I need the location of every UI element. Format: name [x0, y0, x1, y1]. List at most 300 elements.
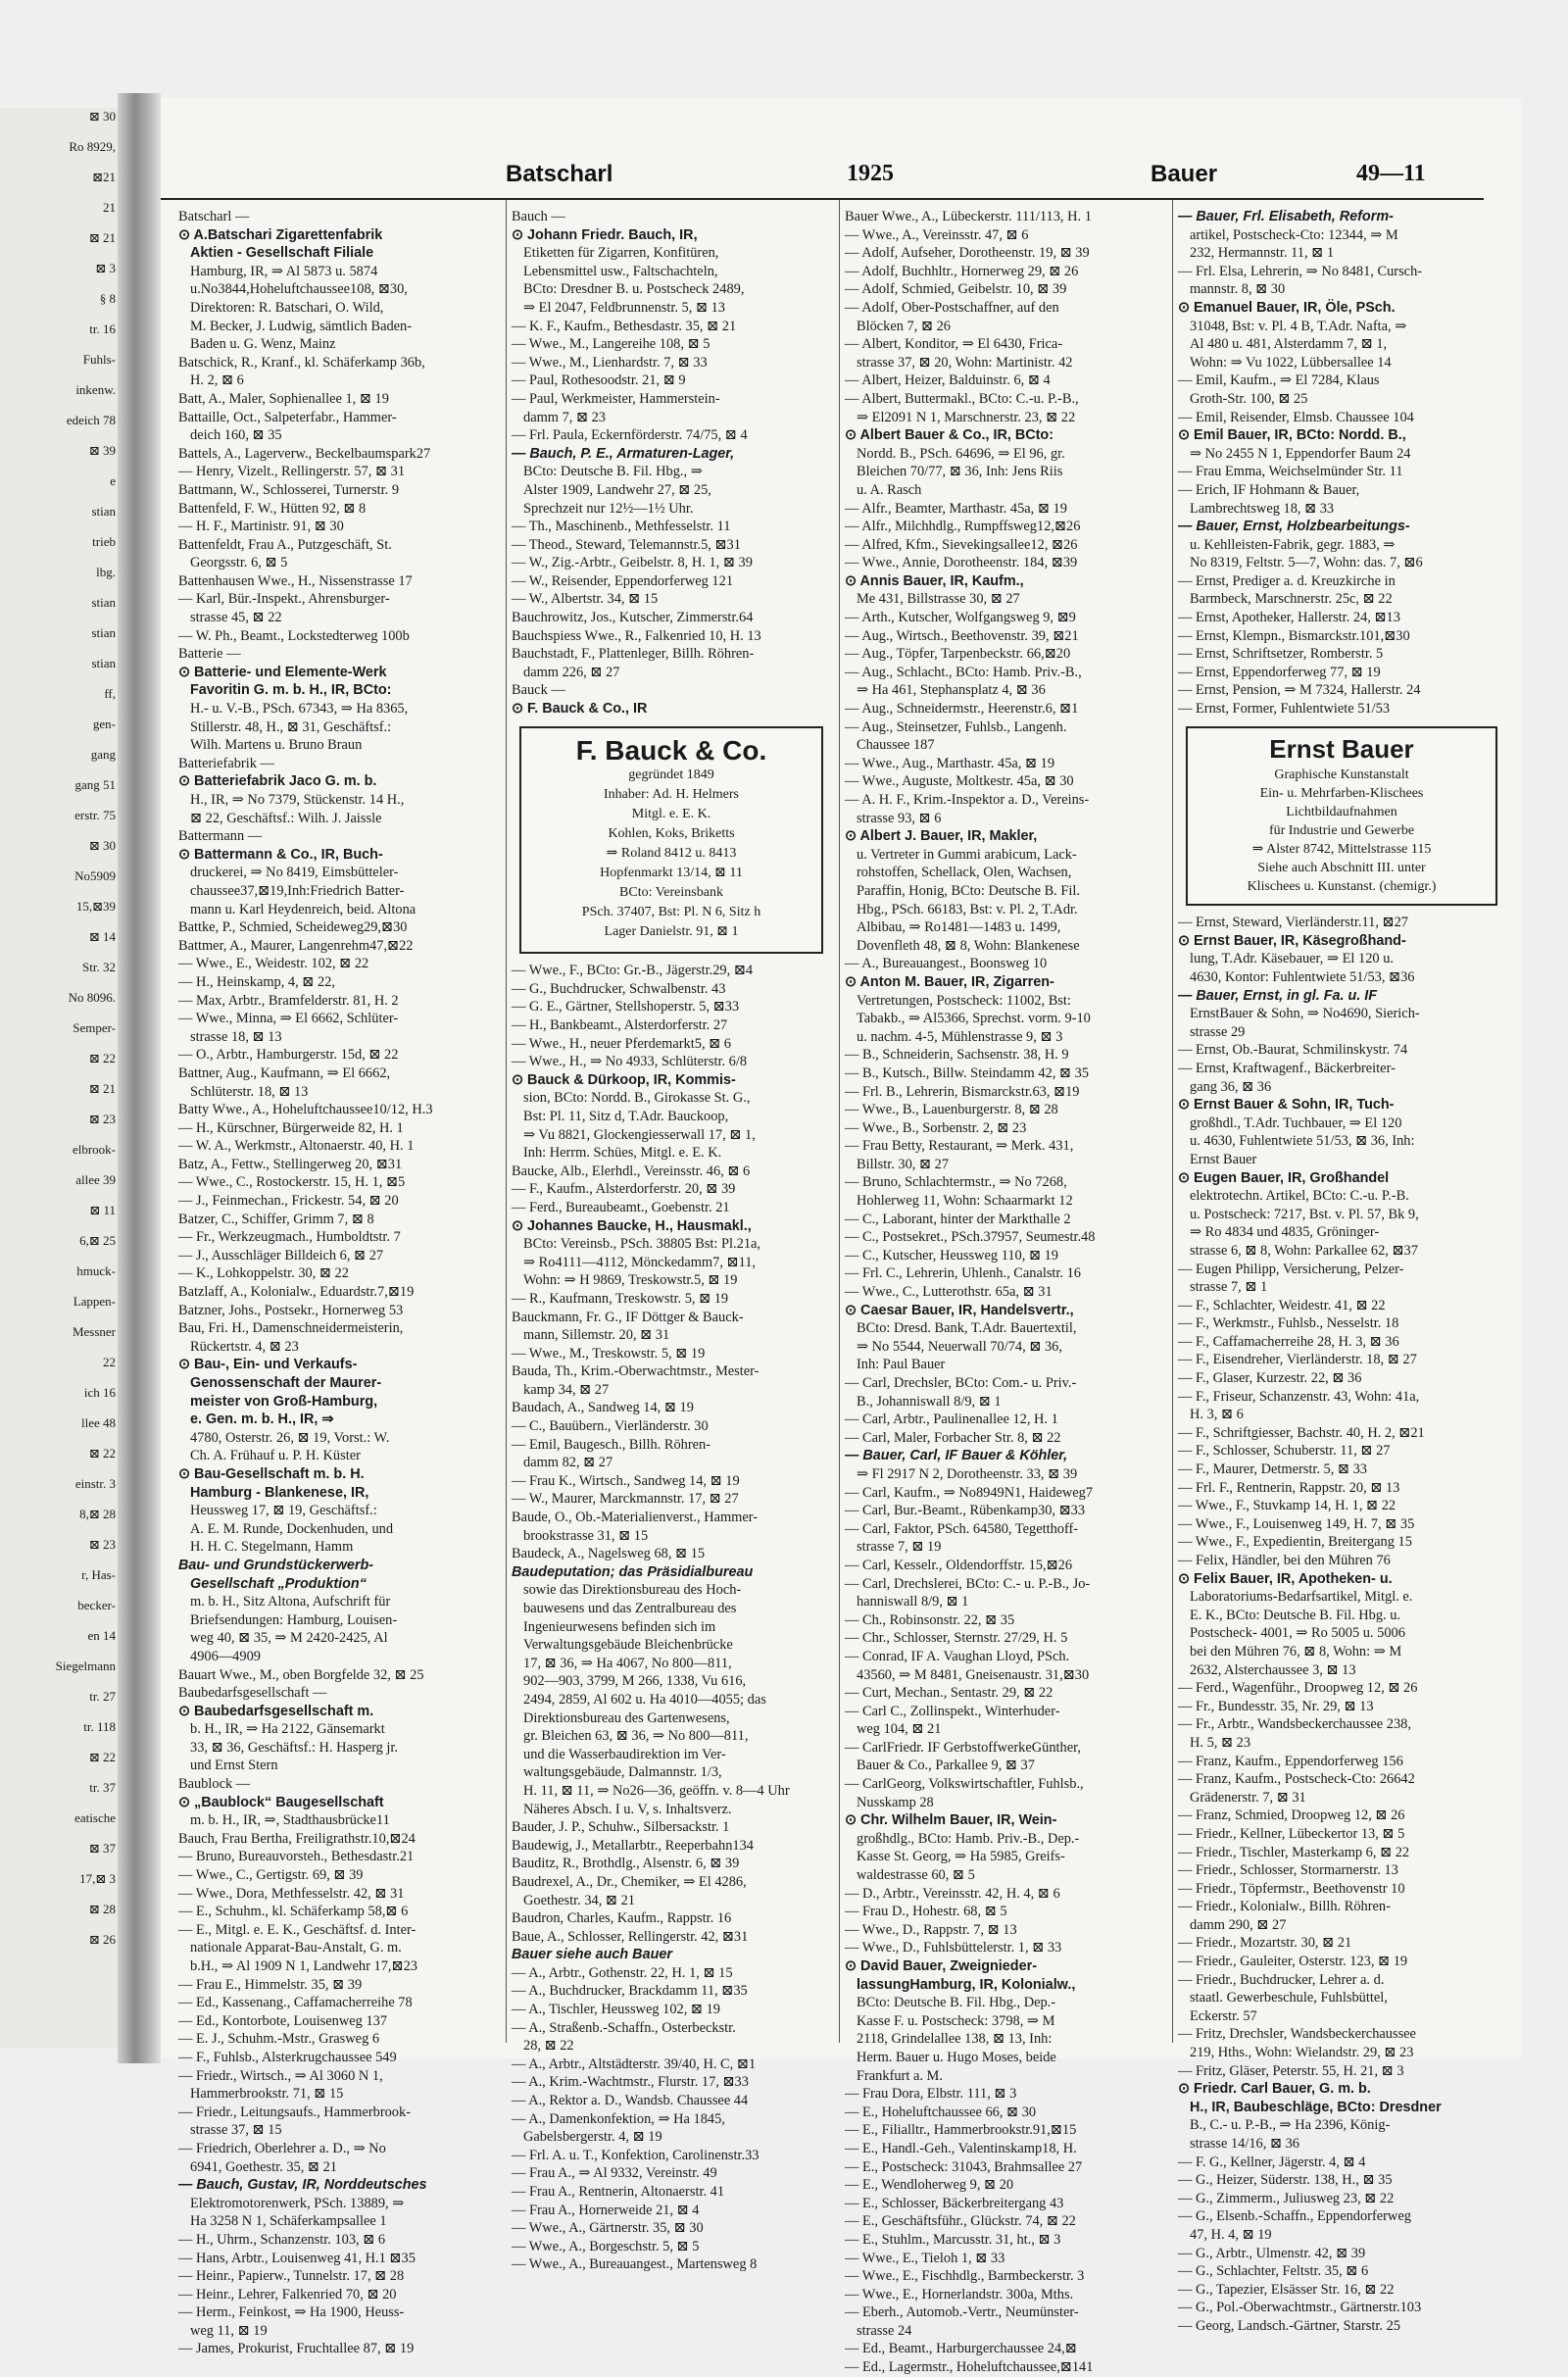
directory-entry: — Wwe., A., Borgeschstr. 5, ⊠ 5 [512, 2238, 700, 2254]
directory-entry: — Carl, Drechslerei, BCto: C.- u. P.-B., Jo- [845, 1575, 1091, 1592]
margin-fragment: erstr. 75 [74, 808, 116, 822]
directory-entry: Albibau, ⇒ Ro1481—1483 u. 1499, [857, 919, 1061, 936]
directory-entry: — G., Schlachter, Feltstr. 35, ⊠ 6 [1178, 2263, 1369, 2280]
margin-fragment: lbg. [96, 565, 116, 579]
directory-entry: — Fritz, Gläser, Peterstr. 55, H. 21, ⊠ 3 [1178, 2062, 1404, 2079]
directory-entry: bei den Mühren 76, ⊠ 8, Wohn: ⇒ M [1190, 1643, 1402, 1659]
directory-entry: — A., Rektor a. D., Wandsb. Chaussee 44 [512, 2093, 749, 2109]
directory-entry: Inhaber: Ad. H. Helmers [603, 787, 740, 803]
directory-entry: — J., Feinmechan., Frickestr. 54, ⊠ 20 [178, 1193, 399, 1210]
margin-fragment: ⊠ 30 [88, 838, 116, 853]
directory-entry: großhdlg., BCto: Hamb. Priv.-B., Dep.- [857, 1830, 1080, 1847]
directory-entry: Bauder, J. P., Schuhw., Silbersackstr. 1 [512, 1819, 730, 1836]
directory-entry: — B., Schneiderin, Sachsenstr. 38, H. 9 [845, 1047, 1069, 1064]
directory-entry: — Eugen Philipp, Versicherung, Pelzer- [1178, 1261, 1404, 1277]
directory-entry: — B., Kutsch., Billw. Steindamm 42, ⊠ 35 [845, 1065, 1089, 1081]
directory-entry: — Aug., Steinsetzer, Fuhlsb., Langenh. [845, 718, 1067, 735]
directory-entry: Batterie — [178, 646, 241, 663]
directory-entry: Bauchstadt, F., Plattenleger, Billh. Röhren- [512, 646, 755, 663]
directory-entry: — CarlFriedr. IF GerbstoffwerkeGünther, [845, 1739, 1081, 1756]
margin-fragment: ⊠ 22 [88, 1750, 116, 1764]
page-header [161, 161, 1521, 196]
directory-entry: — Wwe., F., Stuvkamp 14, H. 1, ⊠ 22 [1178, 1498, 1396, 1514]
margin-fragment: en 14 [87, 1628, 116, 1643]
directory-entry: Näheres Absch. I u. V, s. Inhaltsverz. [523, 1801, 732, 1817]
margin-fragment: No5909 [74, 868, 116, 883]
directory-entry: — Th., Maschinenb., Methfesselstr. 11 [512, 519, 731, 535]
directory-entry: — H. F., Martinistr. 91, ⊠ 30 [178, 519, 344, 535]
directory-entry: — G., Pol.-Oberwachtmstr., Gärtnerstr.103 [1178, 2300, 1422, 2316]
directory-entry: — Carl, Kesselr., Oldendorffstr. 15,⊠26 [845, 1557, 1073, 1573]
margin-fragment: ⊠ 11 [89, 1203, 116, 1217]
directory-entry: Bau, Fri. H., Damenschneidermeisterin, [178, 1320, 404, 1337]
directory-entry: — Adolf, Buchhltr., Hornerweg 29, ⊠ 26 [845, 263, 1079, 279]
ad-title: F. Bauck & Co. [575, 734, 767, 766]
directory-entry: Nordd. B., PSch. 64696, ⇒ El 96, gr. [857, 445, 1065, 462]
directory-entry: — Friedr., Schlosser, Stormarnerstr. 13 [1178, 1862, 1398, 1879]
directory-entry: BCto: Deutsche B. Fil. Hbg., Dep.- [857, 1995, 1056, 2011]
directory-entry: — Friedr., Kellner, Lübeckertor 13, ⊠ 5 [1178, 1825, 1405, 1842]
directory-entry: — F., Eisendreher, Vierländerstr. 18, ⊠ 27 [1178, 1352, 1417, 1368]
directory-entry: — W., Zig.-Arbtr., Geibelstr. 8, H. 1, ⊠ 39 [512, 555, 753, 571]
directory-entry: H. H. C. Stegelmann, Hamm [190, 1539, 354, 1556]
directory-entry: Ernst Bauer [1190, 1151, 1257, 1167]
directory-entry: — Ernst, Klempn., Bismarckstr.101,⊠30 [1178, 627, 1410, 644]
directory-entry: damm 82, ⊠ 27 [523, 1455, 613, 1471]
directory-entry: ⊙ Annis Bauer, IR, Kaufm., [845, 572, 1024, 589]
directory-entry: ⊙ Batterie- und Elemente-Werk [178, 664, 387, 680]
directory-entry: Dovenfleth 48, ⊠ 8, Wohn: Blankenese [857, 937, 1080, 954]
directory-entry: Bauer & Co., Parkallee 9, ⊠ 37 [857, 1758, 1035, 1774]
directory-entry: Gabelsbergerstr. 4, ⊠ 19 [523, 2129, 662, 2146]
directory-entry: — A., Damenkonfektion, ⇒ Ha 1845, [512, 2110, 725, 2127]
directory-entry: — K., Lohkoppelstr. 30, ⊠ 22 [178, 1265, 349, 1282]
directory-entry: Bauart Wwe., M., oben Borgfelde 32, ⊠ 25 [178, 1666, 424, 1683]
directory-entry: Al 480 u. 481, Alsterdamm 7, ⊠ 1, [1190, 336, 1388, 353]
directory-entry: — Wwe., E., Weidestr. 102, ⊠ 22 [178, 956, 369, 972]
directory-entry: mann, Sillemstr. 20, ⊠ 31 [523, 1327, 670, 1344]
directory-entry: — Frl. Paula, Eckernförderstr. 74/75, ⊠ 4 [512, 427, 748, 444]
directory-entry: — Ernst, Apotheker, Hallerstr. 24, ⊠13 [1178, 610, 1400, 626]
directory-entry: Etiketten für Zigarren, Konfitüren, [523, 245, 719, 262]
directory-entry: — K. F., Kaufm., Bethesdastr. 35, ⊠ 21 [512, 318, 737, 334]
directory-entry: Heussweg 17, ⊠ 19, Geschäftsf.: [190, 1503, 377, 1519]
directory-entry: Billstr. 30, ⊠ 27 [857, 1156, 950, 1172]
column-divider [1172, 200, 1173, 2043]
directory-entry: ⇒ Alster 8742, Mittelstrasse 115 [1251, 842, 1432, 858]
directory-entry: Battke, P., Schmied, Scheideweg29,⊠30 [178, 919, 408, 936]
directory-entry: ⇒ El2091 N 1, Marschnerstr. 23, ⊠ 22 [857, 409, 1076, 425]
directory-entry: — A., Bureauangest., Boonsweg 10 [845, 956, 1048, 972]
directory-entry: — Friedr., Töpfermstr., Beethovenstr 10 [1178, 1880, 1405, 1897]
directory-entry: — Carl C., Zollinspekt., Winterhuder- [845, 1703, 1060, 1719]
directory-entry: staatl. Gewerbeschule, Fuhlsbüttel, [1190, 1990, 1388, 2006]
directory-entry: — Paul, Werkmeister, Hammerstein- [512, 390, 720, 407]
directory-entry: — Heinr., Lehrer, Falkenried 70, ⊠ 20 [178, 2286, 397, 2303]
directory-entry: ⇒ Roland 8412 u. 8413 [606, 846, 737, 862]
margin-fragment: 8,⊠ 28 [79, 1507, 116, 1521]
directory-entry: — H., Kürschner, Bürgerweide 82, H. 1 [178, 1119, 404, 1136]
margin-fragment: becker- [77, 1598, 116, 1612]
directory-entry: ⊙ Johann Friedr. Bauch, IR, [512, 226, 698, 243]
directory-entry: — Eberh., Automob.-Vertr., Neumünster- [845, 2304, 1079, 2321]
directory-entry: rohstoffen, Schellack, Olen, Wachsen, [857, 865, 1072, 881]
directory-entry: mann u. Karl Heydenreich, beid. Altona [190, 901, 416, 917]
directory-entry: weg 104, ⊠ 21 [857, 1721, 942, 1738]
directory-entry: — Aug., Schlacht., BCto: Hamb. Priv.-B., [845, 664, 1082, 680]
margin-fragment: Lappen- [73, 1294, 116, 1309]
directory-entry: — Bauer, Ernst, Holzbearbeitungs- [1178, 519, 1410, 535]
directory-entry: — Frl. A. u. T., Konfektion, Carolinenstr.33 [512, 2147, 760, 2163]
directory-entry: 4906—4909 [190, 1648, 261, 1664]
margin-fragment: 6,⊠ 25 [79, 1233, 116, 1248]
directory-entry: — Max, Arbtr., Bramfelderstr. 81, H. 2 [178, 992, 399, 1009]
directory-entry: b. H., IR, ⇒ Ha 2122, Gänsemarkt [190, 1721, 385, 1738]
header-rule [161, 198, 1484, 200]
directory-entry: — F., Schlosser, Schuberstr. 11, ⊠ 27 [1178, 1443, 1391, 1460]
directory-entry: ⊙ Baubedarfsgesellschaft m. [178, 1703, 374, 1719]
directory-entry: Inh: Herrm. Schües, Mitgl. e. E. K. [523, 1145, 722, 1162]
directory-entry: — W. A., Werkmstr., Altonaerstr. 40, H. 1 [178, 1138, 415, 1155]
directory-entry: — Curt, Mechan., Sentastr. 29, ⊠ 22 [845, 1685, 1054, 1702]
directory-entry: Barmbeck, Marschnerstr. 25c, ⊠ 22 [1190, 591, 1393, 608]
directory-entry: strasse 24 [857, 2322, 912, 2339]
directory-entry: Kasse St. Georg, ⇒ Ha 5985, Greifs- [857, 1849, 1065, 1865]
directory-entry: Tabakb., ⇒ Al5366, Sprechst. vorm. 9-10 [857, 1011, 1091, 1027]
directory-entry: ⊙ Bau-Gesellschaft m. b. H. [178, 1465, 365, 1482]
directory-entry: ⊙ A.Batschari Zigarettenfabrik [178, 226, 383, 243]
directory-entry: Chaussee 187 [857, 737, 935, 754]
directory-entry: — Frau A., Rentnerin, Altonaerstr. 41 [512, 2184, 725, 2200]
directory-entry: ⊙ Johannes Baucke, H., Hausmakl., [512, 1217, 752, 1234]
directory-entry: — Bauer, Carl, IF Bauer & Köhler, [845, 1448, 1068, 1464]
directory-entry: — C., Laborant, hinter der Markthalle 2 [845, 1211, 1071, 1227]
directory-entry: B., C.- u. P.-B., ⇒ Ha 2396, König- [1190, 2117, 1391, 2134]
directory-entry: lung, T.Adr. Käsebauer, ⇒ El 120 u. [1190, 951, 1394, 967]
directory-entry: — R., Kaufmann, Treskowstr. 5, ⊠ 19 [512, 1290, 729, 1307]
directory-entry: H. 11, ⊠ 11, ⇒ No26—36, geöffn. v. 8—4 Uhr [523, 1782, 790, 1799]
directory-entry: — F., Schlachter, Weidestr. 41, ⊠ 22 [1178, 1297, 1386, 1313]
directory-entry: Goethestr. 34, ⊠ 21 [523, 1892, 635, 1908]
directory-entry: Sprechzeit nur 12½—1½ Uhr. [523, 500, 694, 517]
directory-entry: — Bruno, Bureauvorsteh., Bethesdastr.21 [178, 1849, 415, 1865]
directory-entry: m. b. H., Sitz Altona, Aufschrift für [190, 1594, 391, 1610]
directory-entry: — Ernst, Schriftsetzer, Romberstr. 5 [1178, 646, 1384, 663]
directory-entry: Favoritin G. m. b. H., IR, BCto: [190, 682, 392, 699]
directory-entry: u.No3844,Hoheluftchaussee108, ⊠30, [190, 281, 408, 298]
directory-entry: — Frl. B., Lehrerin, Bismarckstr.63, ⊠19 [845, 1083, 1080, 1100]
directory-entry: — Alfr., Milchhdlg., Rumpffsweg12,⊠26 [845, 519, 1081, 535]
directory-entry: — F., Schriftgiesser, Bachstr. 40, H. 2, ⊠21 [1178, 1424, 1425, 1441]
directory-entry: ⊙ Albert J. Bauer, IR, Makler, [845, 828, 1038, 845]
directory-entry: — Wwe., D., Rappstr. 7, ⊠ 13 [845, 1921, 1017, 1938]
directory-entry: — Wwe., B., Sorbenstr. 2, ⊠ 23 [845, 1119, 1027, 1136]
directory-entry: ⊠ 22, Geschäftsf.: Wilh. J. Jaissle [190, 810, 382, 826]
directory-entry: Herm. Bauer u. Hugo Moses, beide [857, 2049, 1056, 2065]
directory-entry: — Wwe., A., Bureauangest., Martensweg 8 [512, 2256, 758, 2273]
directory-entry: — O., Arbtr., Hamburgerstr. 15d, ⊠ 22 [178, 1047, 399, 1064]
directory-entry: strasse 29 [1190, 1023, 1246, 1040]
directory-entry: nationale Apparat-Bau-Anstalt, G. m. [190, 1940, 402, 1956]
directory-entry: — F., Friseur, Schanzenstr. 43, Wohn: 41a, [1178, 1388, 1420, 1405]
directory-entry: Baden u. G. Wenz, Mainz [190, 336, 336, 353]
directory-entry: — Frau A., ⇒ Al 9332, Vereinstr. 49 [512, 2165, 717, 2182]
advertisement-bauck [519, 726, 823, 955]
directory-entry: Battenhausen Wwe., H., Nissenstrasse 17 [178, 572, 413, 589]
directory-entry: Lebensmittel usw., Faltschachteln, [523, 263, 718, 279]
margin-fragment: stian [91, 625, 116, 640]
directory-entry: — W., Reisender, Eppendorferweg 121 [512, 572, 734, 589]
directory-entry: Bauck — [512, 682, 565, 699]
directory-entry: — Emil, Reisender, Elmsb. Chaussee 104 [1178, 409, 1414, 425]
directory-entry: mannstr. 8, ⊠ 30 [1190, 281, 1286, 298]
directory-entry: — E., Filialltr., Hammerbrookstr.91,⊠15 [845, 2122, 1077, 2139]
directory-entry: — Felix, Händler, bei den Mühren 76 [1178, 1553, 1391, 1568]
directory-entry: Hopfenmarkt 13/14, ⊠ 11 [600, 866, 743, 881]
directory-entry: — J., Ausschläger Billdeich 6, ⊠ 27 [178, 1247, 384, 1263]
directory-entry: elektrotechn. Artikel, BCto: C.-u. P.-B. [1190, 1188, 1409, 1205]
margin-fragment: No 8096. [68, 990, 116, 1005]
directory-entry: BCto: Vereinsb., PSch. 38805 Bst: Pl.21a, [523, 1236, 760, 1253]
directory-entry: — C., Bauübern., Vierländerstr. 30 [512, 1418, 709, 1435]
margin-fragment: ⊠ 22 [88, 1051, 116, 1065]
directory-entry: Bauchrowitz, Jos., Kutscher, Zimmerstr.64 [512, 610, 754, 626]
directory-entry: — A., Tischler, Heussweg 102, ⊠ 19 [512, 2002, 720, 2018]
directory-entry: — F., Fuhlsb., Alsterkrugchaussee 549 [178, 2049, 397, 2065]
directory-entry: — Carl, Kaufm., ⇒ No8949N1, Haideweg7 [845, 1484, 1094, 1501]
directory-entry: — Friedr., Tischler, Masterkamp 6, ⊠ 22 [1178, 1844, 1410, 1860]
directory-entry: Ha 3258 N 1, Schäferkampsallee 1 [190, 2213, 387, 2230]
directory-entry: — A., Arbtr., Altstädterstr. 39/40, H. C, ⊠1 [512, 2055, 757, 2072]
directory-entry: — G., Arbtr., Ulmenstr. 42, ⊠ 39 [1178, 2245, 1366, 2261]
directory-entry: — Adolf, Aufseher, Dorotheenstr. 19, ⊠ 39 [845, 245, 1090, 262]
previous-page-margin [0, 108, 118, 2049]
directory-entry: ⇒ Fl 2917 N 2, Dorotheenstr. 33, ⊠ 39 [857, 1465, 1078, 1482]
margin-fragment: gen- [92, 717, 116, 731]
directory-entry: — D., Arbtr., Vereinsstr. 42, H. 4, ⊠ 6 [845, 1885, 1060, 1902]
directory-entry: — C., Kutscher, Heussweg 110, ⊠ 19 [845, 1247, 1058, 1263]
directory-entry: — G., Zimmerm., Juliusweg 23, ⊠ 22 [1178, 2190, 1395, 2206]
margin-fragment: ⊠ 21 [88, 1081, 116, 1096]
directory-entry: BCto: Deutsche B. Fil. Hbg., ⇒ [523, 464, 703, 480]
directory-entry: — E., Schuhm., kl. Schäferkamp 58,⊠ 6 [178, 1904, 409, 1920]
margin-fragment: gang [90, 747, 116, 762]
directory-entry: Verwaltungsgebäude Bleichenbrücke [523, 1637, 733, 1654]
directory-entry: Me 431, Billstrasse 30, ⊠ 27 [857, 591, 1020, 608]
margin-fragment: 17,⊠ 3 [79, 1871, 116, 1886]
directory-entry: Baudach, A., Sandweg 14, ⊠ 19 [512, 1400, 694, 1416]
directory-entry: e. Gen. m. b. H., IR, ⇒ [190, 1411, 334, 1428]
directory-entry: 232, Hermannstr. 11, ⊠ 1 [1190, 245, 1335, 262]
directory-entry: ⊙ „Baublock“ Baugesellschaft [178, 1794, 384, 1810]
directory-entry: — Albert, Buttermakl., BCto: C.-u. P.-B., [845, 390, 1079, 407]
margin-fragment: stian [91, 504, 116, 519]
directory-entry: — Ed., Lagermstr., Hoheluftchaussee,⊠141 [845, 2359, 1094, 2376]
directory-entry: Ein- u. Mehrfarben-Klischees [1259, 786, 1424, 802]
directory-entry: 6941, Goethestr. 35, ⊠ 21 [190, 2158, 337, 2175]
directory-entry: ⊙ Emanuel Bauer, IR, Öle, PSch. [1178, 299, 1396, 316]
directory-entry: — W., Albertstr. 34, ⊠ 15 [512, 591, 659, 608]
directory-entry: 47, H. 4, ⊠ 19 [1190, 2226, 1272, 2243]
directory-entry: BCto: Dresd. Bank, T.Adr. Bauertextil, [857, 1320, 1077, 1337]
directory-entry: bauwesens und das Zentralbureau des [523, 1601, 737, 1616]
directory-entry: ⇒ Ha 461, Stephansplatz 4, ⊠ 36 [857, 682, 1046, 699]
directory-entry: — Frl. C., Lehrerin, Uhlenh., Canalstr. 16 [845, 1265, 1082, 1282]
directory-entry: — Conrad, IF A. Vaughan Lloyd, PSch. [845, 1648, 1070, 1664]
margin-fragment: stian [91, 656, 116, 670]
directory-entry: 2118, Grindelallee 138, ⊠ 13, Inh: [857, 2031, 1053, 2048]
directory-entry: Lambrechtsweg 18, ⊠ 33 [1190, 500, 1335, 517]
directory-entry: Blöcken 7, ⊠ 26 [857, 318, 951, 334]
directory-entry: — Friedr., Mozartstr. 30, ⊠ 21 [1178, 1935, 1352, 1952]
directory-entry: — James, Prokurist, Fruchtallee 87, ⊠ 19 [178, 2341, 415, 2357]
directory-entry: Inh: Paul Bauer [857, 1357, 946, 1373]
directory-entry: Wohn: ⇒ H 9869, Treskowstr.5, ⊠ 19 [523, 1272, 738, 1289]
directory-entry: — Friedr., Leitungsaufs., Hammerbrook- [178, 2104, 411, 2120]
directory-entry: — G. E., Gärtner, Stellshoperstr. 5, ⊠33 [512, 999, 740, 1015]
directory-entry: 4780, Osterstr. 26, ⊠ 19, Vorst.: W. [190, 1429, 390, 1446]
directory-entry: No 8319, Feltstr. 5—7, Wohn: das. 7, ⊠6 [1190, 555, 1423, 571]
margin-fragment: inkenw. [75, 382, 116, 397]
directory-entry: — Friedr., Wirtsch., ⇒ Al 3060 N 1, [178, 2067, 383, 2084]
directory-entry: Baudeputation; das Präsidialbureau [512, 1563, 754, 1580]
directory-entry: ⊙ Bauck & Dürkoop, IR, Kommis- [512, 1071, 736, 1088]
directory-entry: Paraffin, Honig, BCto: Deutsche B. Fil. [857, 882, 1080, 899]
directory-entry: — Bauer, Ernst, in gl. Fa. u. IF [1178, 987, 1378, 1004]
margin-fragment: ⊠ 23 [88, 1112, 116, 1126]
directory-entry: — Wwe., Aug., Marthastr. 45a, ⊠ 19 [845, 755, 1055, 771]
directory-entry: — Erich, IF Hohmann & Bauer, [1178, 481, 1360, 498]
directory-entry: — F., Caffamacherreihe 28, H. 3, ⊠ 36 [1178, 1333, 1399, 1350]
directory-entry: — Wwe., F., BCto: Gr.-B., Jägerstr.29, ⊠4 [512, 963, 754, 979]
directory-entry: — Wwe., E., Fischhdlg., Barmbeckerstr. 3 [845, 2268, 1085, 2285]
ad-title: Ernst Bauer [1269, 733, 1414, 764]
directory-entry: Alster 1909, Landwehr 27, ⊠ 25, [523, 481, 711, 498]
directory-entry: 43560, ⇒ M 8481, Gneisenaustr. 31,⊠30 [857, 1666, 1090, 1683]
directory-entry: Kohlen, Koks, Briketts [608, 826, 735, 842]
directory-entry: — Wwe., F., Louisenweg 149, H. 7, ⊠ 35 [1178, 1515, 1415, 1532]
directory-entry: Battaille, Oct., Salpeterfabr., Hammer- [178, 409, 397, 425]
directory-entry: — Bruno, Schlachtermstr., ⇒ No 7268, [845, 1174, 1067, 1191]
margin-fragment: ⊠ 26 [88, 1932, 116, 1947]
directory-entry: — E., Schlosser, Bäckerbreitergang 43 [845, 2195, 1064, 2211]
directory-entry: Georgsstr. 6, ⊠ 5 [190, 555, 288, 571]
directory-entry: Bauditz, R., Brothdlg., Alsenstr. 6, ⊠ 39 [512, 1856, 740, 1872]
directory-entry: — A., Straßenb.-Schaffn., Osterbeckstr. [512, 2019, 736, 2036]
directory-entry: u. Kehlleisten-Fabrik, gegr. 1883, ⇒ [1190, 536, 1396, 553]
directory-entry: Baudeck, A., Nagelsweg 68, ⊠ 15 [512, 1546, 706, 1562]
directory-entry: 31048, Bst: v. Pl. 4 B, T.Adr. Nafta, ⇒ [1190, 318, 1407, 334]
directory-entry: — W. Ph., Beamt., Lockstedterweg 100b [178, 627, 410, 644]
directory-entry: Wohn: ⇒ Vu 1022, Lübbersallee 14 [1190, 354, 1392, 371]
directory-entry: — F., Kaufm., Alsterdorferstr. 20, ⊠ 39 [512, 1181, 736, 1198]
directory-entry: — Wwe., A., Gärtnerstr. 35, ⊠ 30 [512, 2220, 704, 2237]
directory-entry: Lichtbildaufnahmen [1286, 805, 1397, 820]
directory-entry: Bauda, Th., Krim.-Oberwachtmstr., Mester- [512, 1363, 760, 1380]
directory-entry: damm 7, ⊠ 23 [523, 409, 607, 425]
directory-entry: u. nachm. 4-5, Mühlenstrasse 9, ⊠ 3 [857, 1028, 1063, 1045]
directory-entry: ⊙ Eugen Bauer, IR, Großhandel [1178, 1169, 1390, 1186]
directory-entry: Batscharl — [178, 209, 250, 224]
directory-entry: 28, ⊠ 22 [523, 2038, 574, 2055]
directory-entry: — Paul, Rothesoodstr. 21, ⊠ 9 [512, 372, 686, 389]
directory-entry: Rückertstr. 4, ⊠ 23 [190, 1338, 299, 1355]
directory-entry: — Ed., Kontorbote, Louisenweg 137 [178, 2012, 388, 2029]
directory-entry: Postscheck- 4001, ⇒ Ro 5005 u. 5006 [1190, 1625, 1405, 1642]
directory-entry: H., IR, ⇒ No 7379, Stückenstr. 14 H., [190, 792, 405, 808]
directory-entry: — F., Maurer, Detmerstr. 5, ⊠ 33 [1178, 1461, 1367, 1478]
directory-entry: — Bauch, Gustav, IR, Norddeutsches [178, 2177, 427, 2194]
directory-entry: Mitgl. e. E. K. [631, 807, 711, 822]
margin-fragment: ⊠21 [92, 170, 116, 184]
directory-entry: — Ferd., Bureaubeamt., Goebenstr. 21 [512, 1199, 730, 1215]
directory-entry: ⊙ Caesar Bauer, IR, Handelsvertr., [845, 1302, 1074, 1318]
directory-entry: — Henry, Vizelt., Rellingerstr. 57, ⊠ 31 [178, 464, 406, 480]
directory-entry: ⊙ Ernst Bauer, IR, Käsegroßhand- [1178, 932, 1406, 949]
directory-entry: — Chr., Schlosser, Sternstr. 27/29, H. 5 [845, 1630, 1068, 1647]
directory-entry: u. Postscheck: 7217, Bst. v. Pl. 57, Bk 9, [1190, 1206, 1419, 1222]
margin-fragment: Semper- [73, 1020, 116, 1035]
margin-fragment: ich 16 [83, 1385, 116, 1400]
directory-entry: deich 160, ⊠ 35 [190, 427, 282, 444]
directory-entry: ⊙ Chr. Wilhelm Bauer, IR, Wein- [845, 1812, 1057, 1829]
margin-fragment: Siegelmann [55, 1659, 116, 1673]
directory-entry: — Frau A., Hornerweide 21, ⊠ 4 [512, 2202, 700, 2218]
directory-entry: H. 3, ⊠ 6 [1190, 1407, 1244, 1423]
directory-entry: Bauchspiess Wwe., R., Falkenried 10, H. 13 [512, 627, 761, 644]
margin-fragment: r, Has- [81, 1567, 116, 1582]
directory-entry: — Bauer, Frl. Elisabeth, Reform- [1178, 209, 1394, 224]
directory-entry: chaussee37,⊠19,Inh:Friedrich Batter- [190, 882, 405, 899]
directory-entry: Groth-Str. 100, ⊠ 25 [1190, 390, 1308, 407]
directory-entry: Bauch — [512, 209, 565, 224]
directory-entry: Gesellschaft „Produktion“ [190, 1575, 367, 1592]
directory-entry: — Frau Betty, Restaurant, ⇒ Merk. 431, [845, 1138, 1074, 1155]
page-number: 49—11 [1356, 161, 1426, 186]
directory-entry: — Franz, Schmied, Droopweg 12, ⊠ 26 [1178, 1808, 1405, 1824]
directory-entry: — Arth., Kutscher, Wolfgangsweg 9, ⊠9 [845, 610, 1076, 626]
directory-entry: ⊙ Ernst Bauer & Sohn, IR, Tuch- [1178, 1097, 1395, 1114]
directory-entry: Batty Wwe., A., Hoheluftchaussee10/12, H.3 [178, 1102, 433, 1118]
directory-entry: Battner, Aug., Kaufmann, ⇒ El 6662, [178, 1065, 391, 1081]
directory-entry: kamp 34, ⊠ 27 [523, 1381, 610, 1398]
directory-entry: — Ferd., Wagenführ., Droopweg 12, ⊠ 26 [1178, 1680, 1418, 1697]
directory-entry: sion, BCto: Nordd. B., Girokasse St. G., [523, 1090, 751, 1107]
directory-entry: — E., Wendloherweg 9, ⊠ 20 [845, 2177, 1014, 2194]
book-spine-shadow [118, 93, 161, 2063]
directory-entry: für Industrie und Gewerbe [1268, 823, 1415, 839]
directory-entry: — Ernst, Former, Fuhlentwiete 51/53 [1178, 701, 1391, 718]
directory-entry: ⊙ Anton M. Bauer, IR, Zigarren- [845, 973, 1054, 990]
directory-entry: ⇒ No 2455 N 1, Eppendorfer Baum 24 [1190, 445, 1411, 462]
directory-entry: — Carl, Faktor, PSch. 64580, Tegetthoff- [845, 1520, 1079, 1537]
directory-entry: Baudewig, J., Metallarbtr., Reeperbahn134 [512, 1837, 754, 1854]
directory-entry: — Carl, Bur.-Beamt., Rübenkamp30, ⊠33 [845, 1503, 1086, 1519]
directory-entry: strasse 93, ⊠ 6 [857, 810, 942, 826]
directory-entry: H. 5, ⊠ 23 [1190, 1734, 1251, 1751]
directory-entry: Battmer, A., Maurer, Langenrehm47,⊠22 [178, 937, 414, 954]
directory-entry: — Ernst, Steward, Vierländerstr.11, ⊠27 [1178, 915, 1409, 931]
directory-entry: strasse 7, ⊠ 1 [1190, 1279, 1268, 1296]
directory-entry: druckerei, ⇒ No 8419, Eimsbütteler- [190, 865, 399, 881]
directory-entry: m. b. H., IR, ⇒, Stadthausbrücke11 [190, 1812, 390, 1829]
directory-entry: waltungsgebäude, Dalmannstr. 1/3, [523, 1764, 722, 1781]
directory-entry: hanniswall 8/9, ⊠ 1 [857, 1594, 969, 1610]
margin-fragment: e [110, 473, 116, 488]
directory-entry: — Friedr., Kolonialw., Billh. Röhren- [1178, 1899, 1391, 1915]
directory-entry: ⇒ Ro4111—4112, Mönckedamm7, ⊠11, [523, 1254, 757, 1270]
directory-entry: b.H., ⇒ Al 1909 N 1, Landwehr 17,⊠23 [190, 1958, 417, 1974]
